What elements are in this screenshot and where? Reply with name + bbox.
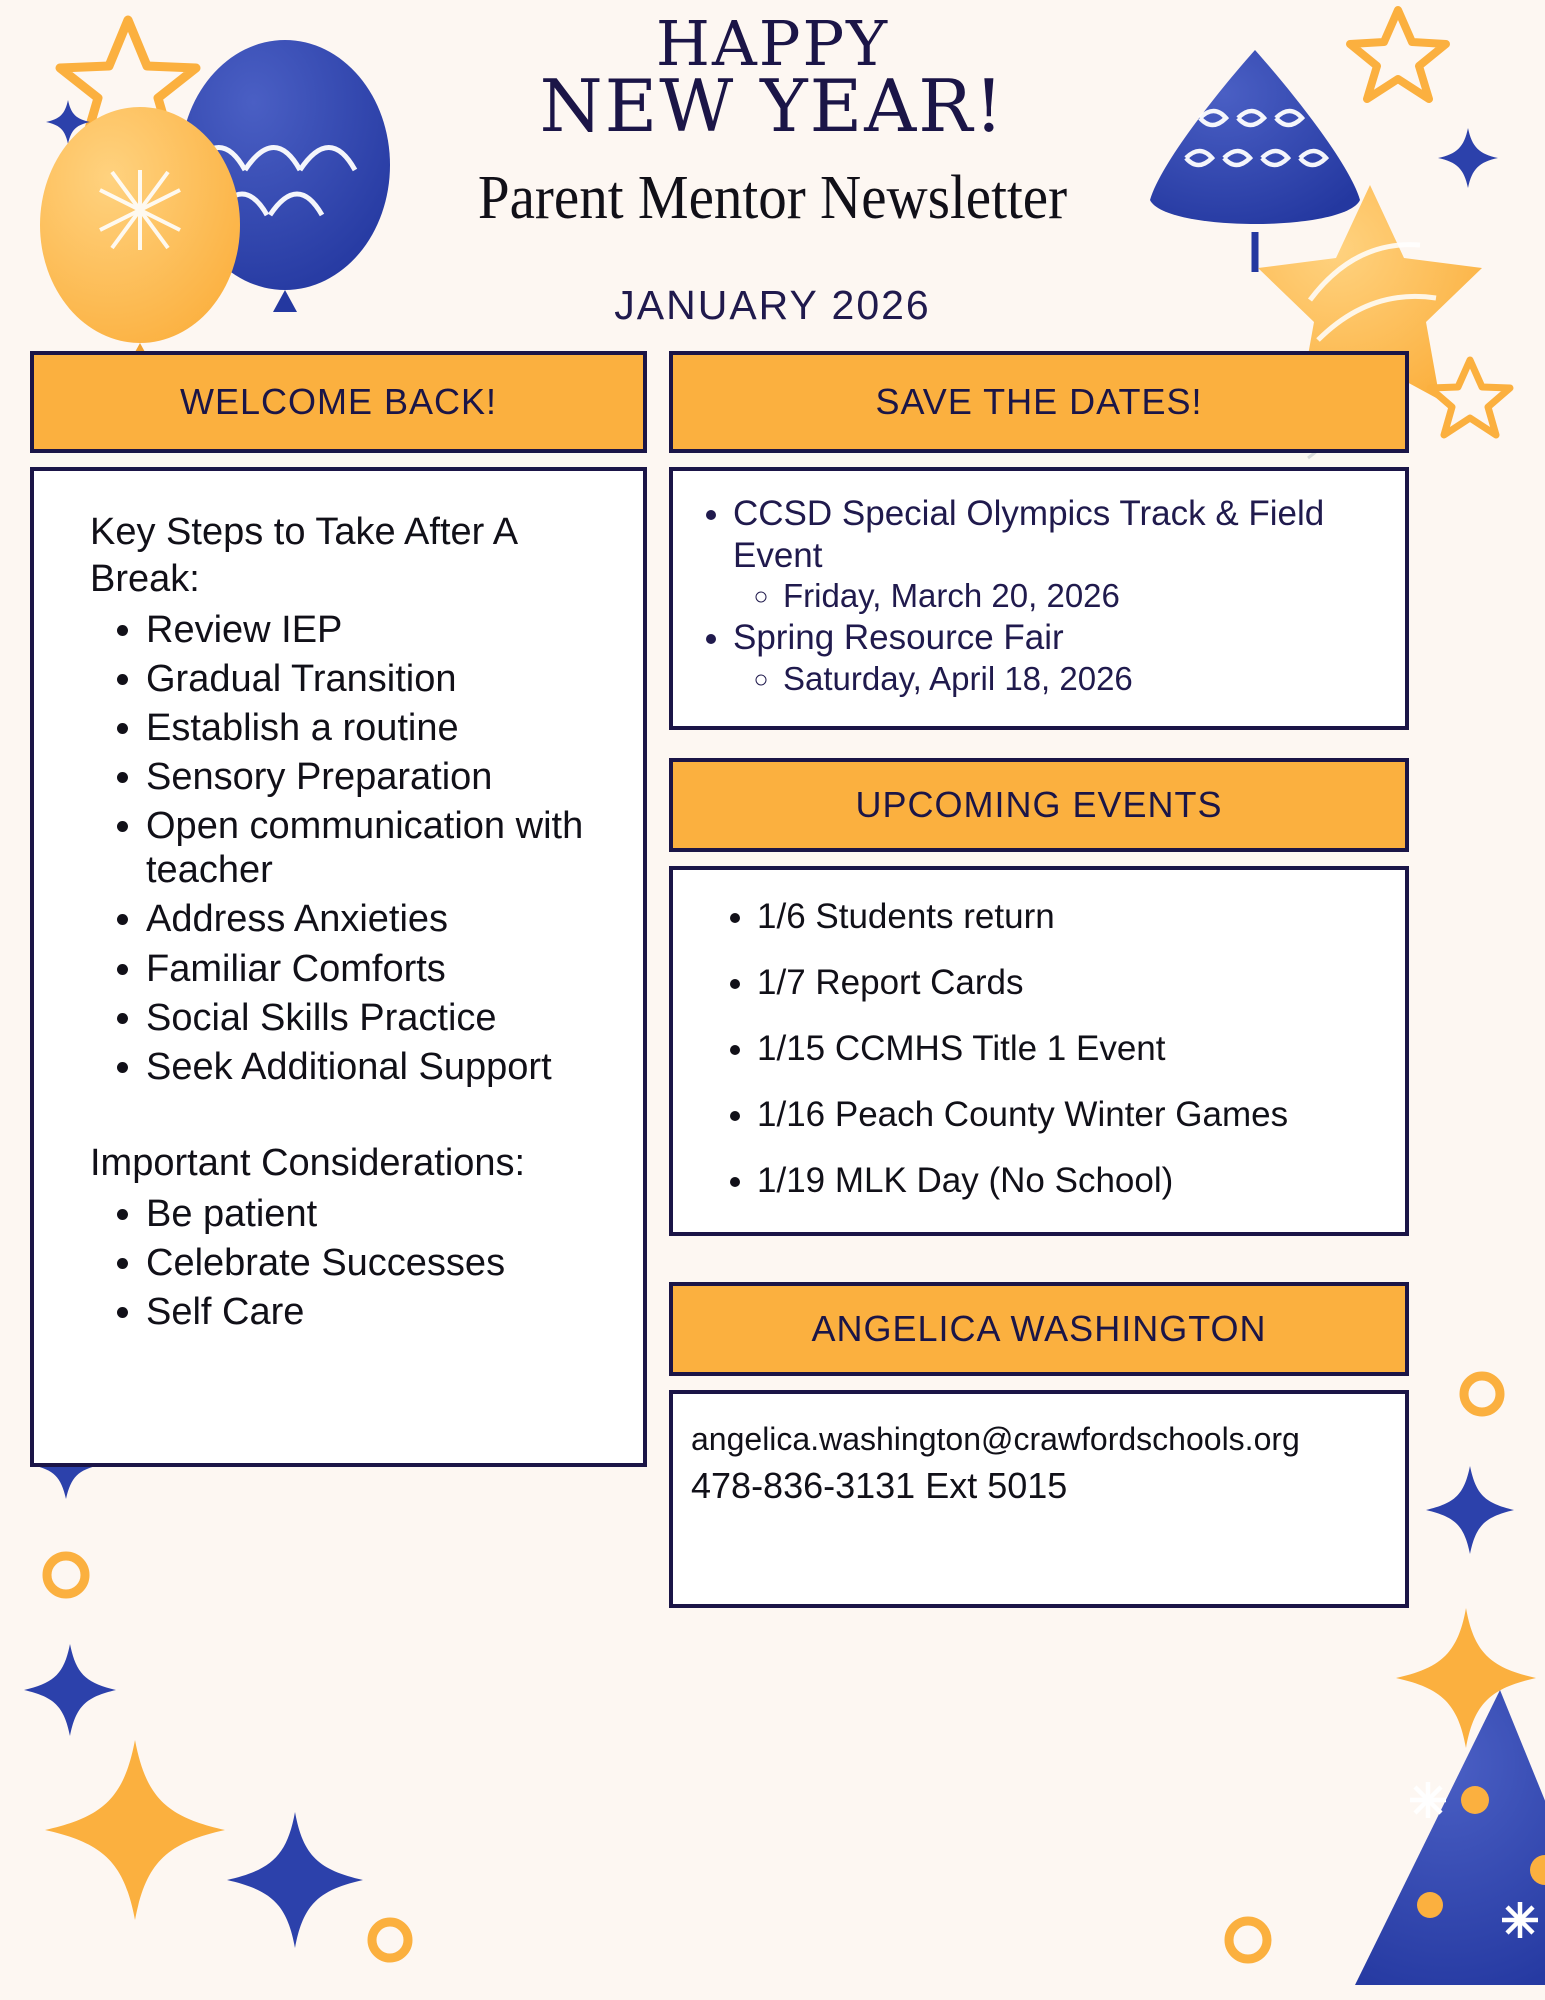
section-spacer — [60, 1094, 617, 1140]
list-item: • Sensory Preparation — [146, 755, 617, 799]
page-title: Parent Mentor Newsletter — [477, 164, 1068, 233]
list-item: • Establish a routine — [146, 706, 617, 750]
contact-name-band: ANGELICA WASHINGTON — [669, 1282, 1409, 1376]
save-the-dates-list — [693, 493, 1385, 698]
party-hat — [1355, 1608, 1545, 1985]
list-item: • Review IEP — [146, 608, 617, 652]
save-the-dates-card — [669, 467, 1409, 730]
newsletter-header — [0, 0, 1545, 329]
greeting-line-2: NEW YEAR! — [539, 63, 1006, 148]
list-item: • Be patient — [146, 1192, 617, 1236]
event-date-sublist — [733, 576, 1385, 616]
happy-new-year-banner — [0, 7, 1545, 148]
content-columns — [0, 329, 1545, 1608]
list-item: • 1/15 CCMHS Title 1 Event — [757, 1028, 1385, 1070]
contact-phone[interactable]: 478-836-3131 Ext 5015 — [691, 1464, 1068, 1506]
welcome-back-card — [30, 467, 647, 1467]
blue-sparkle — [24, 1644, 116, 1736]
list-item: • Gradual Transition — [146, 657, 617, 701]
list-item: • Open communication with teacher — [146, 804, 617, 892]
welcome-back-band: WELCOME BACK! — [30, 351, 647, 453]
section-gap — [669, 730, 1409, 758]
list-item: ◦ Friday, March 20, 2026 — [783, 576, 1385, 616]
important-considerations-list — [60, 1192, 617, 1334]
contact-card — [669, 1390, 1409, 1608]
left-column — [30, 351, 647, 1467]
list-item: • Celebrate Successes — [146, 1241, 617, 1285]
key-steps-heading: Key Steps to Take After A Break: — [90, 511, 517, 600]
contact-email[interactable]: angelica.washington@crawfordschools.org — [691, 1421, 1300, 1458]
save-the-dates-band: SAVE THE DATES! — [669, 351, 1409, 453]
section-gap — [669, 1236, 1409, 1282]
list-item: • 1/16 Peach County Winter Games — [757, 1094, 1385, 1136]
important-considerations-heading: Important Considerations: — [90, 1141, 526, 1184]
list-item: • 1/19 MLK Day (No School) — [757, 1160, 1385, 1202]
orange-ring — [372, 1922, 408, 1958]
key-steps-list — [60, 608, 617, 1089]
issue-date: JANUARY 2026 — [614, 282, 931, 329]
list-item: • 1/6 Students return — [757, 896, 1385, 938]
upcoming-events-card — [669, 866, 1409, 1236]
list-item: • 1/7 Report Cards — [757, 962, 1385, 1004]
right-column — [669, 351, 1409, 1608]
list-item: • Address Anxieties — [146, 897, 617, 941]
greeting-line-1: HAPPY — [655, 7, 890, 80]
event-title: CCSD Special Olympics Track & Field Event — [733, 494, 1325, 575]
event-title: Spring Resource Fair — [733, 618, 1064, 658]
list-item: • Seek Additional Support — [146, 1045, 617, 1089]
orange-ring — [1229, 1921, 1267, 1959]
orange-sparkle — [45, 1740, 225, 1920]
list-item: ◦ Saturday, April 18, 2026 — [783, 659, 1385, 699]
list-item — [733, 493, 1385, 615]
upcoming-events-band: UPCOMING EVENTS — [669, 758, 1409, 852]
blue-sparkle — [227, 1812, 363, 1948]
list-item: • Social Skills Practice — [146, 996, 617, 1040]
list-item — [733, 617, 1385, 698]
upcoming-events-list — [693, 896, 1385, 1202]
list-item: • Self Care — [146, 1290, 617, 1334]
list-item: • Familiar Comforts — [146, 947, 617, 991]
event-date-sublist — [733, 659, 1385, 699]
